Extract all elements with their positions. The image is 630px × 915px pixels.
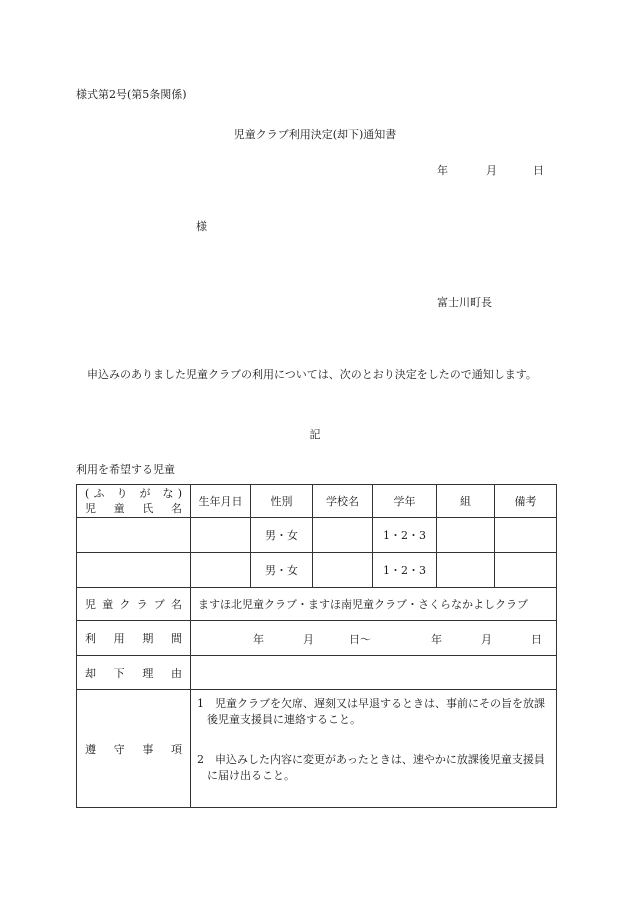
gender-cell[interactable]: 男・女 — [251, 553, 313, 588]
school-cell[interactable] — [313, 518, 373, 553]
date-month-label: 月 — [486, 164, 497, 177]
date-year-label: 年 — [437, 164, 448, 177]
table-row — [77, 518, 557, 553]
header-gender: 性別 — [251, 485, 313, 518]
rules-label: 遵守事項 — [85, 742, 182, 756]
class-cell[interactable] — [437, 518, 495, 553]
ki-heading: 記 — [309, 428, 321, 441]
grade-cell[interactable]: 1・2・3 — [373, 553, 437, 588]
period-end-day: 日 — [531, 633, 542, 646]
rule-item: 1 児童クラブを欠席、遅刻又は早退するときは、事前にその旨を放課後児童支援員に連絡すること。 — [197, 697, 545, 726]
grade-cell[interactable]: 1・2・3 — [373, 518, 437, 553]
rejection-row — [77, 656, 557, 690]
birthdate-cell[interactable] — [191, 553, 251, 588]
birthdate-cell[interactable] — [191, 518, 251, 553]
child-name-cell[interactable] — [77, 553, 191, 588]
club-label: 児童クラブ名 — [85, 598, 182, 611]
class-cell[interactable] — [437, 553, 495, 588]
period-end-year: 年 — [431, 633, 442, 646]
header-child-name — [77, 485, 191, 518]
document-title: 児童クラブ利用決定(却下)通知書 — [233, 128, 397, 141]
period-start-day: 日～ — [349, 633, 371, 646]
remarks-cell[interactable] — [495, 518, 557, 553]
header-name: 児 童 氏 名 — [85, 502, 182, 515]
issuer-name: 富士川町長 — [437, 296, 492, 309]
header-birthdate: 生年月日 — [191, 485, 251, 518]
header-furigana: (ふ り が な) — [85, 487, 182, 500]
table-row — [77, 553, 557, 588]
recipient-salutation: 様 — [196, 220, 207, 233]
date-day-label: 日 — [533, 164, 544, 177]
rule-item: 2 申込みした内容に変更があったときは、速やかに放課後児童支援員に届け出ること。 — [197, 753, 545, 782]
period-label-cell — [77, 621, 191, 656]
rules-content — [191, 690, 557, 808]
header-grade: 学年 — [373, 485, 437, 518]
rejection-label: 却下理由 — [85, 666, 182, 680]
header-remarks: 備考 — [495, 485, 557, 518]
club-options[interactable]: ますほ北児童クラブ・ますほ南児童クラブ・さくらなかよしクラブ — [191, 588, 557, 621]
club-label-cell — [77, 588, 191, 621]
period-value-cell[interactable] — [191, 621, 557, 656]
rules-label-cell — [77, 690, 191, 808]
period-end-month: 月 — [481, 633, 492, 646]
rejection-label-cell — [77, 656, 191, 690]
club-row — [77, 588, 557, 621]
application-table — [76, 484, 557, 808]
period-row — [77, 621, 557, 656]
period-start-year: 年 — [253, 633, 264, 646]
period-start-month: 月 — [303, 633, 314, 646]
body-text: 申込みのありました児童クラブの利用については、次のとおり決定をしたので通知します。 — [87, 368, 537, 381]
header-class: 組 — [437, 485, 495, 518]
header-school: 学校名 — [313, 485, 373, 518]
rules-row — [77, 690, 557, 808]
school-cell[interactable] — [313, 553, 373, 588]
form-number: 様式第2号(第5条関係) — [76, 88, 187, 101]
child-name-cell[interactable] — [77, 518, 191, 553]
remarks-cell[interactable] — [495, 553, 557, 588]
period-label: 利用期間 — [85, 632, 182, 645]
gender-cell[interactable]: 男・女 — [251, 518, 313, 553]
table-header-row — [77, 485, 557, 518]
rejection-reason-cell[interactable] — [191, 656, 557, 690]
table-caption: 利用を希望する児童 — [76, 463, 175, 476]
